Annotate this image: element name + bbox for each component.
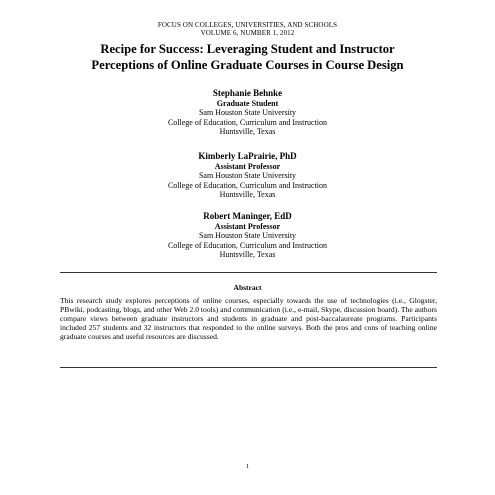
author-institution: Sam Houston State University — [198, 231, 297, 241]
author-name: Robert Maninger, EdD — [203, 211, 292, 221]
paper-title-line-2: Perceptions of Online Graduate Courses in Course Design — [91, 58, 404, 72]
author-department: College of Education, Curriculum and Instruction — [167, 240, 328, 250]
author-department: College of Education, Curriculum and Instruction — [167, 117, 328, 127]
abstract-heading: Abstract — [233, 283, 262, 292]
author-department: College of Education, Curriculum and Instruction — [167, 180, 328, 190]
author-role: Graduate Student — [216, 98, 279, 108]
paper-title-line-1: Recipe for Success: Leveraging Student and Instructor — [100, 42, 395, 56]
author-block-1 — [0, 88, 495, 137]
author-name: Kimberly LaPrairie, PhD — [198, 151, 297, 161]
author-institution: Sam Houston State University — [198, 171, 297, 181]
author-location: Huntsville, Texas — [219, 190, 276, 200]
author-block-3 — [0, 211, 495, 260]
abstract-bottom-rule — [60, 367, 437, 368]
author-location: Huntsville, Texas — [219, 127, 276, 137]
abstract-text: This research study explores perceptions of online courses, especially towards the use of technologies (i.e., Glogster, PBwiki, podcasting, blogs, and other Web 2.0 tools) and communication (i.e., e-mail, Skype, discussion board). The authors compare views between graduate instructors and students in graduate and post-baccalaureate programs. Participants included 257 students and 32 instructors that responded to the online surveys. Both the pros and cons of teaching online graduate courses and useful resources are discussed. — [60, 296, 437, 341]
journal-volume: VOLUME 6, NUMBER 1, 2012 — [200, 29, 295, 37]
journal-name: FOCUS ON COLLEGES, UNIVERSITIES, AND SCHOOLS — [157, 21, 338, 29]
author-location: Huntsville, Texas — [219, 250, 276, 260]
author-institution: Sam Houston State University — [198, 108, 297, 118]
page-number: 1 — [245, 463, 250, 470]
author-role: Assistant Professor — [214, 221, 281, 231]
paper-title — [0, 41, 495, 73]
author-role: Assistant Professor — [214, 161, 281, 171]
abstract-top-rule — [60, 272, 437, 273]
author-block-2 — [0, 151, 495, 200]
author-name: Stephanie Behnke — [212, 88, 283, 98]
